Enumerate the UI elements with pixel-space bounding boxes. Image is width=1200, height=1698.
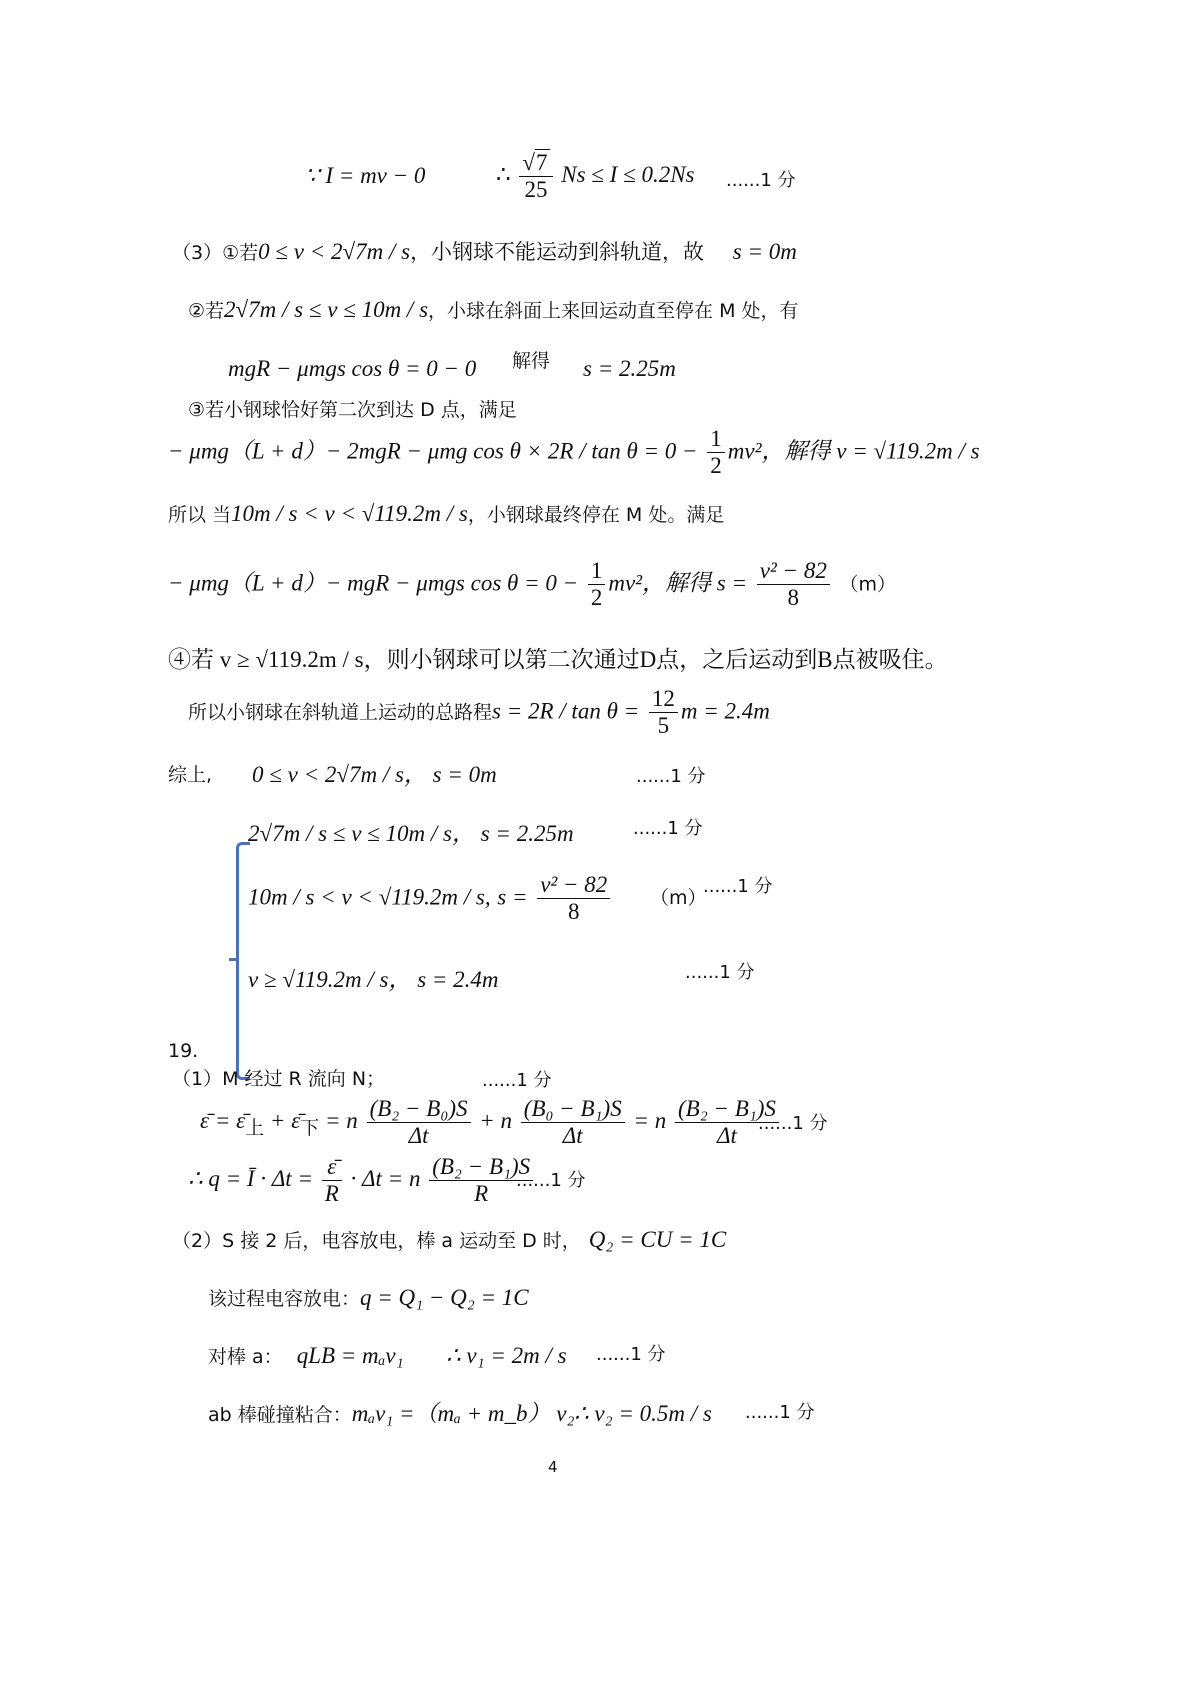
q19-charge-equation <box>188 1154 536 1208</box>
emf-frac-1-num: (B₂ − B₀)S <box>367 1096 471 1123</box>
charge-mid: · Δt = n <box>350 1166 421 1192</box>
q19-part1: （1）M 经过 R 流向 N； <box>172 1068 386 1090</box>
emf-eq-n: = n <box>319 1108 358 1134</box>
p3-case2-equation: mgR − μmgs cos θ = 0 − 0 <box>228 356 477 381</box>
p3-case1-prefix: （3）①若 <box>172 242 259 264</box>
emf-frac-1 <box>367 1096 471 1150</box>
v2-82-den: 8 <box>787 585 800 611</box>
emf-plus-n: + n <box>479 1108 513 1134</box>
p3-case3-eq-left: − μmg（L + d）− 2mgR − μmg cos θ × 2R / tan θ = 0 − <box>168 438 698 464</box>
q19-rod-a <box>208 1342 404 1371</box>
p3-case1-line <box>172 238 797 267</box>
twelve-fifths <box>649 686 678 740</box>
summary-case-4: v ≥ √119.2m / s， s = 2.4m <box>248 967 499 992</box>
impulse-range <box>496 150 695 204</box>
half-num-2: 1 <box>588 558 606 585</box>
p3-case3-equation2 <box>168 558 896 612</box>
charge-left: ∴ q = Ī · Δt = <box>188 1166 313 1192</box>
q19-rod-a-text: 对棒 a： <box>208 1346 283 1368</box>
q19-collide-result: ∴ v₂ = 0.5m / s <box>574 1401 712 1426</box>
p3-case2-solve: 解得 <box>512 350 551 372</box>
impulse-num: 7 <box>536 150 548 175</box>
p3-case3-so: 所以 当 <box>168 504 232 526</box>
score-mark: ......1 分 <box>685 962 755 983</box>
summary-case-2: 2√7m / s ≤ v ≤ 10m / s， s = 2.25m <box>248 821 574 846</box>
p3-case2-line <box>188 296 799 325</box>
impulse-equation: ∵ I = mv − 0 <box>305 163 426 188</box>
score-mark: ......1 分 <box>596 1344 666 1365</box>
charge-frac-1-den: R <box>324 1181 339 1207</box>
p3-case3-intro: ③若小钢球恰好第二次到达 D 点，满足 <box>188 399 517 421</box>
p3-case3-eq-right: mv² <box>727 438 762 464</box>
p3-case4-total <box>188 686 770 740</box>
summary-case-3 <box>248 872 707 926</box>
summary-case-3-s: s = <box>497 884 528 910</box>
emf-frac-2 <box>521 1096 625 1150</box>
score-mark: ......1 分 <box>636 766 706 787</box>
p3-case3-text: ，小钢球最终停在 M 处。满足 <box>467 504 725 526</box>
score-mark: ......1 分 <box>633 818 703 839</box>
p3-case2-result: s = 2.25m <box>583 356 676 381</box>
half-den: 2 <box>710 453 722 479</box>
sqrt7-over-25: $\frac{√7}{25}$ <box>519 150 552 204</box>
summary-case-3-cond: 10m / s < v < √119.2m / s, <box>248 884 491 910</box>
q19-part2-eq: Q₂ = CU = 1C <box>588 1227 727 1252</box>
p3-case3-cond: 10m / s < v < √119.2m / s <box>231 501 468 526</box>
unit-m: （m） <box>650 887 707 910</box>
emf-down-sub: 下 <box>300 1116 320 1139</box>
impulse-range-suffix: Ns ≤ I ≤ 0.2Ns <box>561 162 695 188</box>
q19-discharge-text: 该过程电容放电： <box>208 1288 361 1310</box>
twelve-num: 12 <box>649 686 678 713</box>
p3-case4-line: ④若 v ≥ √119.2m / s，则小钢球可以第二次通过D点，之后运动到B点被吸住。 <box>168 647 948 672</box>
q19-emf-equation <box>200 1096 782 1150</box>
half-num: 1 <box>707 426 725 453</box>
summary-case-1: 0 ≤ v < 2√7m / s， s = 0m <box>252 762 497 787</box>
q19-discharge-eq: q = Q₁ − Q₂ = 1C <box>360 1285 529 1310</box>
score-mark: ......1 分 <box>482 1070 552 1091</box>
emf-frac-2-den: Δt <box>562 1123 583 1149</box>
p3-case1-text: ，小钢球不能运动到斜轨道，故 <box>410 240 705 264</box>
p3-case4-total-prefix: 所以小钢球在斜轨道上运动的总路程 <box>188 701 493 724</box>
score-mark: ......1 分 <box>703 876 773 897</box>
impulse-den: 25 <box>524 177 548 203</box>
p3-case3-so-line <box>168 500 724 529</box>
p3-case1-result: s = 0m <box>732 239 797 264</box>
p3-case1-cond: 0 ≤ v < 2√7m / s <box>258 239 411 264</box>
emf-left: ε̄ = ε̄ <box>200 1108 246 1134</box>
q19-discharge <box>208 1284 529 1313</box>
emf-eq-n-2: = n <box>633 1108 667 1134</box>
emf-up-sub: 上 <box>245 1116 265 1139</box>
q19-rod-a-eq: qLB = mₐv₁ <box>296 1343 404 1368</box>
v2-82-over-8 <box>757 558 830 612</box>
half-fraction-2 <box>588 558 606 612</box>
q19-part2-text: （2）S 接 2 后，电容放电，棒 a 运动至 D 时， <box>172 1230 581 1252</box>
p3-case3-solve: ，解得 v = √119.2m / s <box>761 438 980 464</box>
emf-frac-3-den: Δt <box>717 1123 737 1149</box>
p3-case3-eq2-mid: mv²，解得 s = <box>608 570 748 596</box>
score-mark: ......1 分 <box>516 1170 586 1191</box>
score-mark: ......1 分 <box>745 1402 815 1423</box>
v2-82-num: v² − 82 <box>757 558 830 585</box>
q19-collide-eq: mₐv₁ =（mₐ + m_b） v₂ <box>351 1401 575 1426</box>
p3-case2-cond: 2√7m / s ≤ v ≤ 10m / s <box>224 297 429 322</box>
p3-case4-total-eq: s = 2R / tan θ = <box>492 698 640 724</box>
charge-frac-1 <box>322 1154 342 1208</box>
summary-v2-82-num: v² − 82 <box>537 872 610 899</box>
p3-case2-text: ，小球在斜面上来回运动直至停在 M 处，有 <box>428 300 799 322</box>
p3-case4-total-result: m = 2.4m <box>680 698 770 724</box>
emf-plus: + ε̄ <box>264 1108 301 1134</box>
half-den-2: 2 <box>590 585 603 611</box>
score-mark: ......1 分 <box>758 1113 828 1134</box>
charge-frac-2-num: (B₂ − B₁)S <box>429 1154 533 1181</box>
half-fraction <box>707 426 725 480</box>
charge-frac-2-den: R <box>474 1181 489 1207</box>
unit-m: （m） <box>839 573 897 596</box>
emf-frac-2-num: (B₀ − B₁)S <box>521 1096 625 1123</box>
emf-frac-1-den: Δt <box>408 1123 429 1149</box>
charge-frac-1-num: ε̄ <box>322 1154 342 1181</box>
q19-rod-a-result: ∴ v₁ = 2m / s <box>446 1343 567 1368</box>
five-den: 5 <box>657 713 670 739</box>
page-number: 4 <box>548 1458 558 1476</box>
p3-case3-equation <box>168 426 980 480</box>
summary-label: 综上, <box>168 764 213 786</box>
summary-v2-82-over-8 <box>537 872 610 926</box>
q19-part2 <box>172 1226 726 1255</box>
p3-case2-prefix: ②若 <box>188 300 225 322</box>
q19-collide <box>208 1400 574 1429</box>
therefore-symbol: ∴ <box>496 162 511 188</box>
emf-frac-3-num: (B₂ − B₁)S <box>675 1096 779 1123</box>
q19-collide-text: ab 棒碰撞粘合： <box>208 1404 352 1426</box>
p3-case3-eq2-left: − μmg（L + d）− mgR − μmgs cos θ = 0 − <box>168 570 579 596</box>
score-mark: ......1 分 <box>726 170 796 191</box>
q19-number: 19. <box>168 1040 199 1062</box>
summary-v2-82-den: 8 <box>568 899 580 925</box>
summary-brace-tip <box>229 958 238 961</box>
